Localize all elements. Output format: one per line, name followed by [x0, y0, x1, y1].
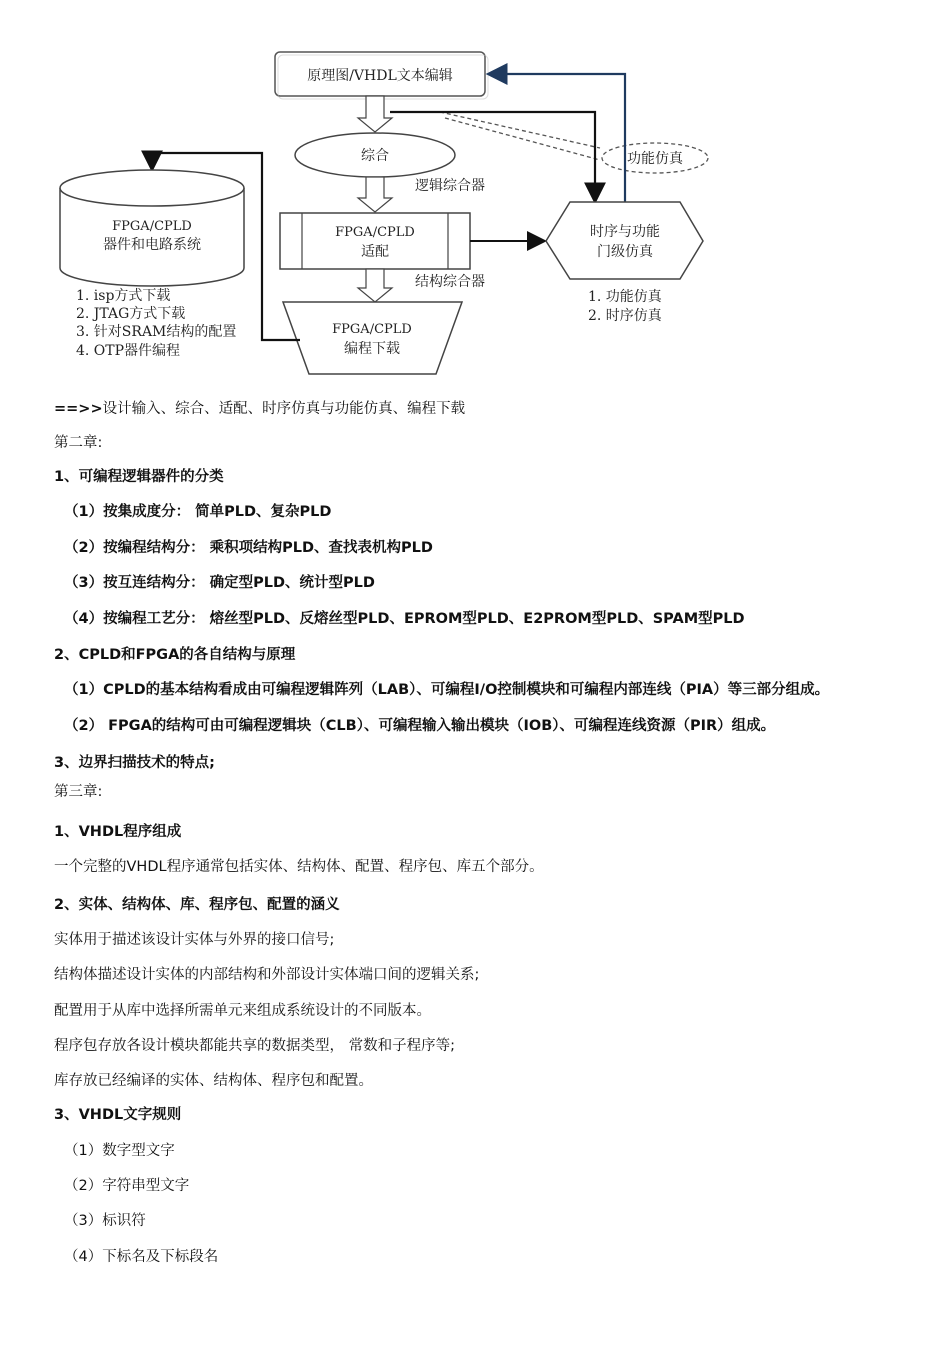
device-cylinder-line-2: 器件和电路系统	[103, 237, 201, 253]
design-flow-diagram	[0, 0, 950, 390]
section-3-3-item-2: （2）字符串型文字	[64, 1178, 190, 1194]
download-method: 4. OTP器件编程	[76, 343, 181, 359]
section-2-1-item-4: （4）按编程工艺分： 熔丝型PLD、反熔丝型PLD、EPROM型PLD、E2PROM型PLD、SPAM型PLD	[64, 611, 745, 627]
struct-synth-label: 结构综合器	[415, 274, 485, 290]
download-method: 1. isp方式下载	[76, 288, 171, 304]
fit-box	[280, 213, 470, 269]
section-2-3-heading: 3、边界扫描技术的特点;	[54, 755, 215, 771]
edit-box	[275, 52, 488, 99]
timing-hex-line-1: 时序与功能	[590, 224, 660, 240]
section-3-3-heading: 3、VHDL文字规则	[54, 1107, 182, 1123]
sim-list-item: 1. 功能仿真	[588, 289, 662, 305]
device-cylinder	[60, 170, 244, 286]
logic-synth-label: 逻辑综合器	[415, 178, 485, 194]
func-sim-ellipse	[602, 143, 708, 173]
flow-arrow-down-2	[358, 177, 392, 212]
section-2-1-item-2: （2）按编程结构分： 乘积项结构PLD、查找表机构PLD	[64, 540, 433, 556]
program-box	[283, 302, 462, 374]
section-2-1-item-3: （3）按互连结构分： 确定型PLD、统计型PLD	[64, 575, 375, 591]
program-box-line-1: FPGA/CPLD	[332, 322, 412, 337]
download-method: 3. 针对SRAM结构的配置	[76, 324, 237, 340]
section-3-2-configuration: 配置用于从库中选择所需单元来组成系统设计的不同版本。	[54, 1003, 431, 1019]
section-3-1-heading: 1、VHDL程序组成	[54, 824, 182, 840]
timing-hex-line-2: 门级仿真	[597, 244, 653, 260]
fit-box-line-2: 适配	[361, 244, 389, 260]
flow-summary	[54, 400, 465, 418]
synth-label: 综合	[361, 148, 389, 164]
section-3-2-entity: 实体用于描述该设计实体与外界的接口信号;	[54, 932, 335, 948]
section-3-1-text: 一个完整的VHDL程序通常包括实体、结构体、配置、程序包、库五个部分。	[54, 859, 544, 875]
section-3-2-architecture: 结构体描述设计实体的内部结构和外部设计实体端口间的逻辑关系;	[54, 967, 480, 983]
section-3-3-item-3: （3）标识符	[64, 1213, 146, 1229]
section-2-1-item-1: （1）按集成度分： 简单PLD、复杂PLD	[64, 504, 332, 520]
flow-summary-prefix: ==>>	[54, 401, 103, 417]
section-2-2-item-1: （1）CPLD的基本结构看成由可编程逻辑阵列（LAB）、可编程I/O控制模块和可编程内部连线（PIA）等三部分组成。	[64, 682, 830, 698]
edit-box-label: 原理图/VHDL文本编辑	[307, 68, 453, 84]
func-sim-label: 功能仿真	[627, 151, 683, 167]
section-3-2-package: 程序包存放各设计模块都能共享的数据类型， 常数和子程序等;	[54, 1038, 455, 1054]
section-2-2-item-2: （2） FPGA的结构可由可编程逻辑块（CLB）、可编程输入输出模块（IOB）、可编程连线资源（PIR）组成。	[64, 718, 776, 734]
func-sim-dashed-link	[440, 112, 600, 148]
device-cylinder-line-1: FPGA/CPLD	[112, 219, 192, 234]
sim-list	[588, 288, 663, 324]
section-2-2-heading: 2、CPLD和FPGA的各自结构与原理	[54, 647, 296, 663]
section-3-3-item-1: （1）数字型文字	[64, 1143, 175, 1159]
flow-arrow-down-1	[358, 96, 392, 132]
synth-ellipse	[295, 133, 455, 177]
flow-arrow-down-3	[358, 269, 392, 302]
chapter-2-heading: 第二章:	[54, 435, 103, 451]
func-sim-dashed-link-2	[445, 118, 600, 160]
section-2-1-heading: 1、可编程逻辑器件的分类	[54, 469, 224, 485]
section-3-2-library: 库存放已经编译的实体、结构体、程序包和配置。	[54, 1073, 373, 1089]
section-3-2-heading: 2、实体、结构体、库、程序包、配置的涵义	[54, 897, 340, 913]
flow-summary-text: 设计输入、综合、适配、时序仿真与功能仿真、编程下载	[102, 401, 466, 417]
download-method: 2. JTAG方式下载	[76, 306, 186, 322]
download-methods-list	[76, 287, 236, 359]
timing-sim-hexagon	[546, 202, 703, 279]
sim-list-item: 2. 时序仿真	[588, 308, 662, 324]
chapter-3-heading: 第三章:	[54, 784, 103, 800]
program-box-line-2: 编程下载	[344, 341, 400, 357]
section-3-3-item-4: （4）下标名及下标段名	[64, 1249, 219, 1265]
fit-box-line-1: FPGA/CPLD	[335, 225, 415, 240]
